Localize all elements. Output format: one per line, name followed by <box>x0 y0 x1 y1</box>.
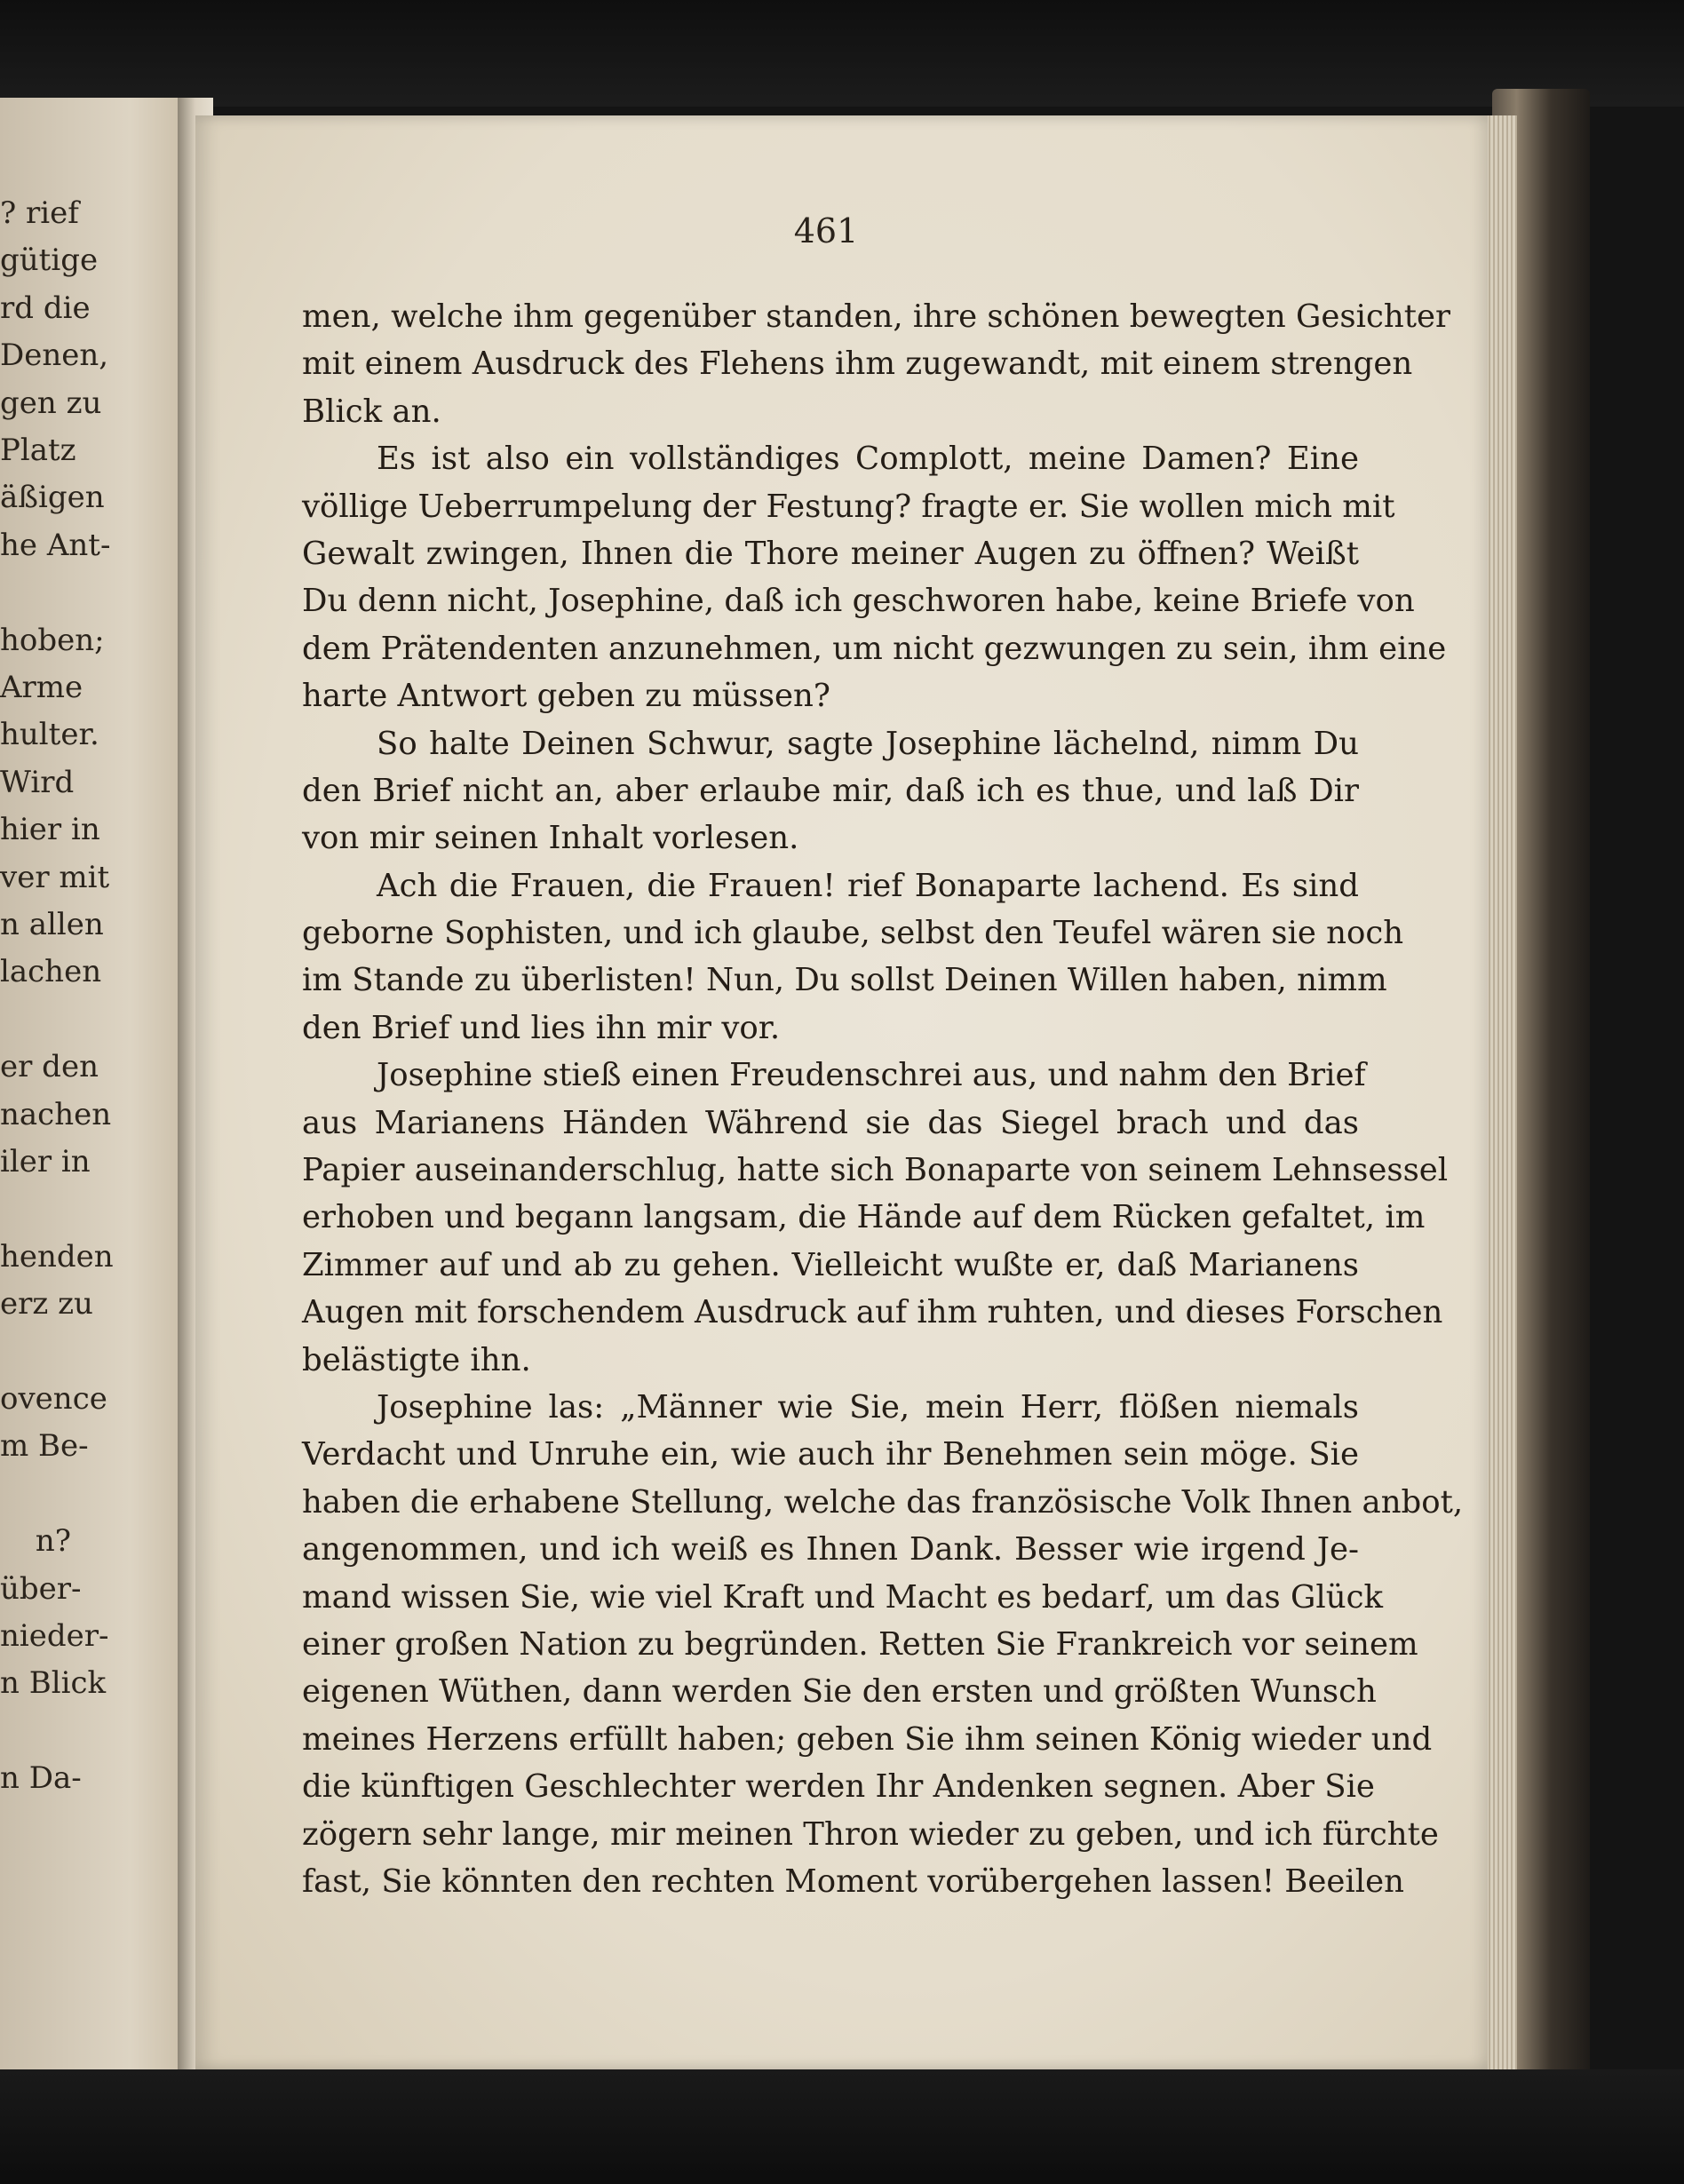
left-page-line: n allen <box>0 907 104 942</box>
left-page-line: nachen <box>0 1096 112 1132</box>
left-page-line: n Da- <box>0 1760 82 1797</box>
left-page-line: hulter. <box>0 717 99 753</box>
left-page-line: m Be- <box>0 1428 89 1465</box>
left-page-fragment <box>0 98 187 2078</box>
text-line: Papier auseinanderschlug, hatte sich Bonaparte von seinem Lehnsessel <box>302 1152 1449 1189</box>
page-number: 461 <box>793 211 859 250</box>
text-line: einer großen Nation zu begründen. Retten Sie Frankreich vor seinem <box>302 1625 1418 1663</box>
text-line: harte Antwort geben zu müssen? <box>302 678 830 715</box>
left-page-line: rd die <box>0 290 91 326</box>
text-line: dem Prätendenten anzunehmen, um nicht gezwungen zu sein, ihm eine <box>302 630 1447 667</box>
text-line: erhoben und begann langsam, die Hände auf dem Rücken gefaltet, im <box>302 1199 1426 1236</box>
text-line: von mir seinen Inhalt vorlesen. <box>302 820 799 857</box>
left-page-line: hier in <box>0 812 100 848</box>
text-line: Zimmer auf und ab zu gehen. Vielleicht wußte er, daß Marianens <box>302 1246 1359 1283</box>
left-page-line: hoben; <box>0 622 105 658</box>
left-page-line: n? <box>35 1523 71 1560</box>
left-page-line: gen zu <box>0 385 102 421</box>
left-page-line: Wird <box>0 764 75 800</box>
left-page-line: Platz <box>0 433 76 468</box>
dark-backdrop-bottom <box>0 2069 1684 2184</box>
text-line: Es ist also ein vollständiges Complott, meine Damen? Eine <box>377 441 1359 478</box>
text-line: Du denn nicht, Josephine, daß ich geschworen habe, keine Briefe von <box>302 583 1415 620</box>
text-line: meines Herzens erfüllt haben; geben Sie ihm seinen König wieder und <box>302 1720 1433 1758</box>
left-page-line: he Ant- <box>0 527 111 563</box>
body-text <box>302 293 1464 1905</box>
text-line: im Stande zu überlisten! Nun, Du sollst Deinen Willen haben, nimm <box>302 962 1387 999</box>
left-page-line: erz zu <box>0 1286 93 1322</box>
text-line: belästigte ihn. <box>302 1341 531 1378</box>
text-line: den Brief und lies ihn mir vor. <box>302 1009 781 1046</box>
left-page-line: henden <box>0 1238 114 1275</box>
text-line: haben die erhabene Stellung, welche das französische Volk Ihnen anbot, <box>302 1483 1464 1521</box>
left-page-line: Denen, <box>0 338 109 374</box>
left-page-line: Arme <box>0 670 83 705</box>
text-line: Augen mit forschendem Ausdruck auf ihm ruhten, und dieses Forschen <box>302 1294 1443 1331</box>
text-line: zögern sehr lange, mir meinen Thron wieder zu geben, und ich fürchte <box>302 1815 1439 1853</box>
left-page-line: iler in <box>0 1144 91 1179</box>
text-line: aus Marianens Händen Während sie das Siegel brach und das <box>302 1104 1359 1141</box>
dark-backdrop <box>0 0 1684 107</box>
left-page-line: ? rief <box>0 195 79 231</box>
text-line: den Brief nicht an, aber erlaube mir, daß ich es thue, und laß Dir <box>302 772 1359 809</box>
text-line: geborne Sophisten, und ich glaube, selbst den Teufel wären sie noch <box>302 915 1404 952</box>
left-page-line: n Blick <box>0 1665 107 1702</box>
left-page-line: ver mit <box>0 859 110 895</box>
left-page-line: gütige <box>0 242 99 279</box>
text-line: angenommen, und ich weiß es Ihnen Dank. Besser wie irgend Je- <box>302 1531 1359 1569</box>
text-line: völlige Ueberrumpelung der Festung? fragte er. Sie wollen mich mit <box>302 488 1395 525</box>
text-line: Josephine stieß einen Freudenschrei aus, und nahm den Brief <box>377 1057 1366 1094</box>
text-line: eigenen Wüthen, dann werden Sie den ersten und größten Wunsch <box>302 1673 1377 1711</box>
text-line: mit einem Ausdruck des Flehens ihm zugewandt, mit einem strengen <box>302 345 1413 383</box>
text-line: Gewalt zwingen, Ihnen die Thore meiner Augen zu öffnen? Weißt <box>302 535 1359 572</box>
text-line: Verdacht und Unruhe ein, wie auch ihr Benehmen sein möge. Sie <box>302 1436 1359 1473</box>
text-line: men, welche ihm gegenüber standen, ihre schönen bewegten Gesichter <box>302 298 1450 335</box>
text-line: die künftigen Geschlechter werden Ihr Andenken segnen. Aber Sie <box>302 1768 1375 1806</box>
text-line: So halte Deinen Schwur, sagte Josephine lächelnd, nimm Du <box>377 725 1359 762</box>
left-page-line: er den <box>0 1049 99 1085</box>
left-page-line: über- <box>0 1570 82 1607</box>
text-line: Blick an. <box>302 393 441 430</box>
left-page-line: ovence <box>0 1381 107 1417</box>
left-page-line: äßigen <box>0 480 105 516</box>
text-line: mand wissen Sie, wie viel Kraft und Macht es bedarf, um das Glück <box>302 1578 1383 1616</box>
left-page-line: lachen <box>0 954 102 990</box>
left-page-line: nieder- <box>0 1618 109 1654</box>
text-line: fast, Sie könnten den rechten Moment vorübergehen lassen! Beeilen <box>302 1862 1404 1900</box>
text-line: Josephine las: „Männer wie Sie, mein Herr, flößen niemals <box>377 1388 1359 1426</box>
text-line: Ach die Frauen, die Frauen! rief Bonaparte lachend. Es sind <box>377 867 1359 904</box>
